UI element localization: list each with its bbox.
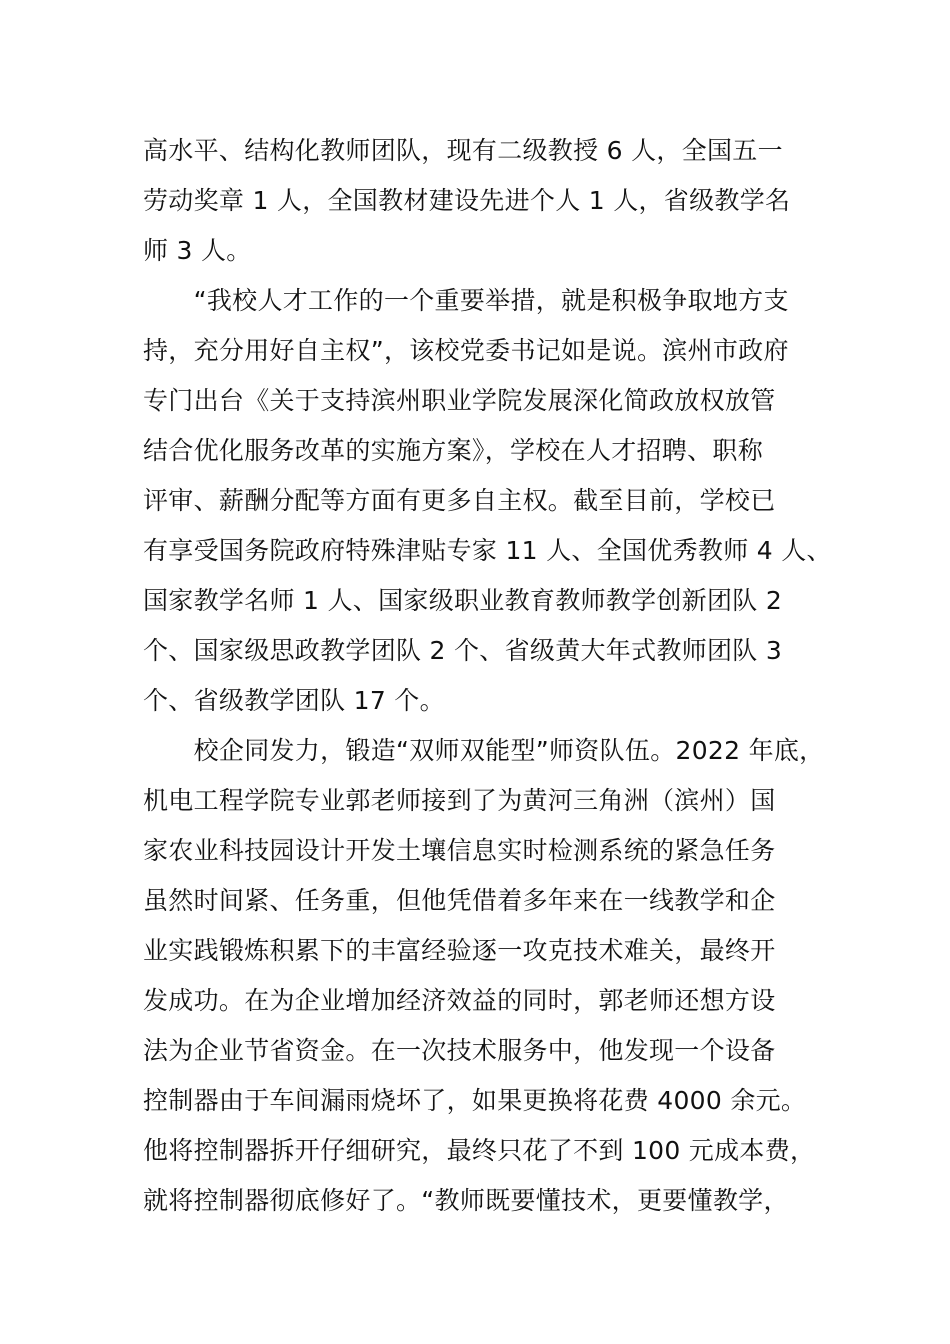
text-line: 专门出台《关于支持滨州职业学院发展深化简政放权放管 — [143, 386, 776, 415]
text-line: 业实践锻炼积累下的丰富经验逐一攻克技术难关，最终开 — [143, 936, 776, 965]
text-line: 控制器由于车间漏雨烧坏了，如果更换将花费 4000 余元。 — [143, 1086, 807, 1115]
text-line: 评审、薪酬分配等方面有更多自主权。截至目前，学校已 — [143, 486, 776, 515]
text-line: 持，充分用好自主权”，该校党委书记如是说。滨州市政府 — [143, 336, 789, 365]
text-line: 家农业科技园设计开发土壤信息实时检测系统的紧急任务 — [143, 836, 776, 865]
text-line: 发成功。在为企业增加经济效益的同时，郭老师还想方设 — [143, 986, 776, 1015]
text-line: 个、国家级思政教学团队 2 个、省级黄大年式教师团队 3 — [143, 636, 783, 665]
text-line: 虽然时间紧、任务重，但他凭借着多年来在一线教学和企 — [143, 886, 776, 915]
text-line: 有享受国务院政府特殊津贴专家 11 人、全国优秀教师 4 人、 — [143, 536, 832, 565]
text-line: “我校人才工作的一个重要举措，就是积极争取地方支 — [143, 286, 789, 315]
text-line: 法为企业节省资金。在一次技术服务中，他发现一个设备 — [143, 1036, 776, 1065]
text-line: 个、省级教学团队 17 个。 — [143, 686, 445, 715]
text-line: 劳动奖章 1 人，全国教材建设先进个人 1 人，省级教学名 — [143, 186, 791, 215]
text-line: 校企同发力，锻造“双师双能型”师资队伍。2022 年底， — [143, 736, 825, 765]
body-text — [143, 126, 843, 1226]
text-line: 师 3 人。 — [143, 236, 252, 265]
text-line: 机电工程学院专业郭老师接到了为黄河三角洲（滨州）国 — [143, 786, 776, 815]
text-line: 结合优化服务改革的实施方案》，学校在人才招聘、职称 — [143, 436, 764, 465]
text-line: 高水平、结构化教师团队，现有二级教授 6 人，全国五一 — [143, 136, 783, 165]
text-line: 他将控制器拆开仔细研究，最终只花了不到 100 元成本费， — [143, 1136, 816, 1165]
text-line: 国家教学名师 1 人、国家级职业教育教师教学创新团队 2 — [143, 586, 783, 615]
text-line: 就将控制器彻底修好了。“教师既要懂技术，更要懂教学， — [143, 1186, 789, 1215]
